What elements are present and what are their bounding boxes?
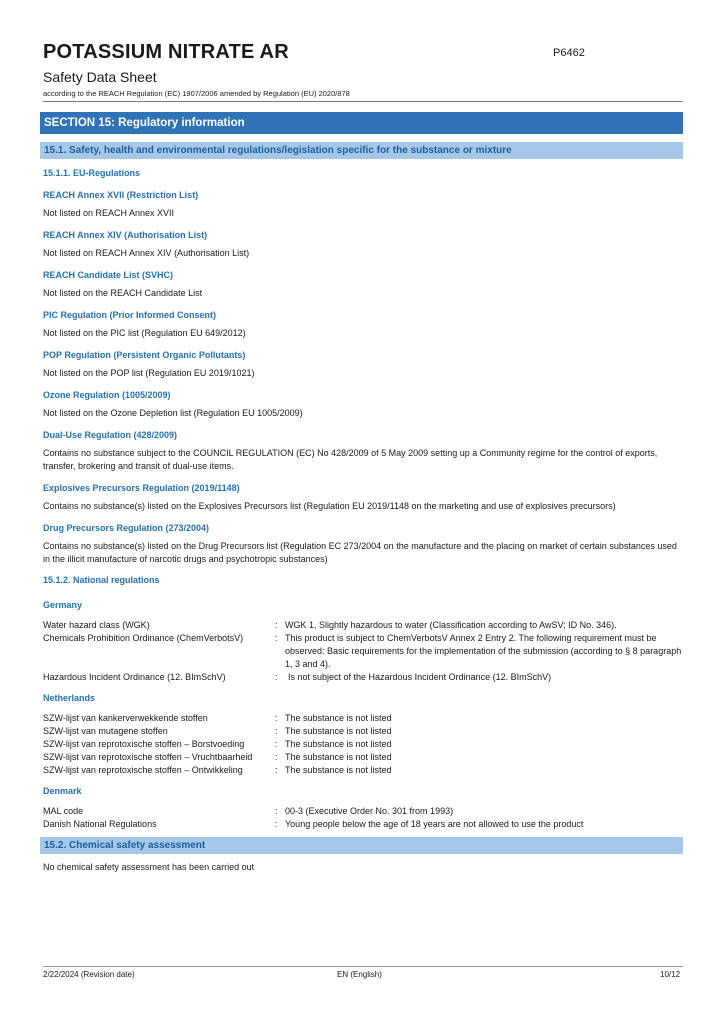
eu-item-label: Ozone Regulation (1005/2009) [43,390,171,400]
regulation-value: Young people below the age of 18 years are not allowed to use the product [285,819,584,829]
document-language: EN (English) [337,970,382,979]
regulation-row: Hazardous Incident Ordinance (12. BImSchV) : Is not subject of the Hazardous Incident Ordinance (12. BImSchV) [43,671,683,684]
eu-item-block [43,522,683,566]
eu-item-block [43,482,683,513]
regulation-value: The substance is not listed [285,752,392,762]
eu-regulations-heading: 15.1.1. EU-Regulations [43,168,141,178]
regulation-key: SZW-lijst van reprotoxische stoffen – Ontwikkeling [43,765,243,775]
eu-item-text: Contains no substance(s) listed on the Explosives Precursors list (Regulation EU 2019/1148 on the marketing and use of explosives precursors) [43,501,616,511]
eu-item-label: POP Regulation (Persistent Organic Pollutants) [43,350,246,360]
chemical-safety-assessment-text: No chemical safety assessment has been carried out [43,862,255,872]
eu-item-label: REACH Annex XIV (Authorisation List) [43,230,208,240]
eu-item-text: Not listed on the PIC list (Regulation EU 649/2012) [43,328,246,338]
page-number: 10/12 [660,970,681,979]
regulation-key: SZW-lijst van mutagene stoffen [43,726,168,736]
footer-divider [43,966,683,967]
subsection-15-1-title: 15.1. Safety, health and environmental regulations/legislation specific for the substance or mixture [40,142,683,159]
regulation-value: The substance is not listed [285,765,392,775]
eu-item-text: Not listed on REACH Annex XVII [43,208,175,218]
document-title: POTASSIUM NITRATE AR [43,41,289,63]
eu-item-block [43,309,683,340]
regulation-key: Hazardous Incident Ordinance (12. BImSchV) [43,672,226,682]
header-divider [43,101,683,102]
regulation-key: MAL code [43,806,84,816]
regulation-key: Water hazard class (WGK) [43,620,150,630]
regulation-row: Chemicals Prohibition Ordinance (ChemVerbotsV) : This product is subject to ChemVerbotsV Annex 2 Entry 2. The following requirement must be observed: Basic requirements for the implementation of the submission (according to § 8 paragraph 1, 3 and 4). [43,633,682,669]
regulation-row: SZW-lijst van reprotoxische stoffen – Borstvoeding : The substance is not listed [43,738,683,751]
eu-item-block [43,229,683,260]
revision-date: 2/22/2024 (Revision date) [43,970,135,979]
eu-item-label: Dual-Use Regulation (428/2009) [43,430,178,440]
regulation-row: SZW-lijst van kankerverwekkende stoffen : The substance is not listed [43,712,683,725]
regulation-row: Water hazard class (WGK) : WGK 1, Slightly hazardous to water (Classification according to AwSV; ID No. 346). [43,619,683,632]
eu-item-text: Contains no substance subject to the COUNCIL REGULATION (EC) No 428/2009 of 5 May 2009 setting up a Community regime for the control of exports, transfer, brokering and transit of dual-use items. [43,448,658,471]
product-code: P6462 [553,47,585,59]
eu-item-block [43,269,683,300]
country-heading-germany: Germany [43,600,83,610]
regulation-row: SZW-lijst van mutagene stoffen : The substance is not listed [43,725,683,738]
document-subtitle: Safety Data Sheet [43,69,157,85]
regulation-value: The substance is not listed [285,739,392,749]
eu-item-block [43,389,683,420]
regulation-row: SZW-lijst van reprotoxische stoffen – Ontwikkeling : The substance is not listed [43,764,683,777]
eu-item-label: Drug Precursors Regulation (273/2004) [43,523,210,533]
eu-item-label: Explosives Precursors Regulation (2019/1148) [43,483,240,493]
regulation-value: This product is subject to ChemVerbotsV Annex 2 Entry 2. The following requirement must be observed: Basic requirements for the implementation of the submission (according to § 8 paragraph 1, 3 and 4). [285,633,682,669]
regulation-key: SZW-lijst van reprotoxische stoffen – Borstvoeding [43,739,245,749]
eu-item-text: Not listed on REACH Annex XIV (Authorisation List) [43,248,250,258]
national-regulations-heading: 15.1.2. National regulations [43,575,160,585]
regulation-value: The substance is not listed [285,726,392,736]
regulation-value: The substance is not listed [285,713,392,723]
eu-item-text: Not listed on the POP list (Regulation EU 2019/1021) [43,368,255,378]
country-heading-denmark: Denmark [43,786,82,796]
subsection-15-2-title: 15.2. Chemical safety assessment [40,837,683,854]
eu-item-label: REACH Candidate List (SVHC) [43,270,174,280]
regulation-key: SZW-lijst van reprotoxische stoffen – Vruchtbaarheid [43,752,253,762]
regulation-key: Chemicals Prohibition Ordinance (ChemVerbotsV) [43,633,244,643]
section-content [43,112,683,874]
regulation-row: Danish National Regulations : Young people below the age of 18 years are not allowed to use the product [43,818,683,831]
regulation-value: 00-3 (Executive Order No. 301 from 1993) [285,806,454,816]
eu-item-text: Not listed on the REACH Candidate List [43,288,203,298]
regulation-key: SZW-lijst van kankerverwekkende stoffen [43,713,208,723]
eu-item-block [43,429,683,473]
eu-item-block [43,189,683,220]
regulation-value: Is not subject of the Hazardous Incident Ordinance (12. BImSchV) [288,672,552,682]
regulation-row: SZW-lijst van reprotoxische stoffen – Vruchtbaarheid : The substance is not listed [43,751,683,764]
eu-item-text: Contains no substance(s) listed on the Drug Precursors list (Regulation EC 273/2004 on the manufacture and the placing on market of certain substances used in the illicit manufacture of narcotic drugs and psychotropic substances) [43,541,677,564]
eu-item-label: REACH Annex XVII (Restriction List) [43,190,199,200]
regulation-key: Danish National Regulations [43,819,157,829]
regulation-reference: according to the REACH Regulation (EC) 1907/2006 amended by Regulation (EU) 2020/878 [43,89,350,98]
regulation-row: MAL code : 00-3 (Executive Order No. 301 from 1993) [43,805,683,818]
section-title: SECTION 15: Regulatory information [40,112,683,134]
country-heading-netherlands: Netherlands [43,693,96,703]
eu-item-label: PIC Regulation (Prior Informed Consent) [43,310,217,320]
eu-item-text: Not listed on the Ozone Depletion list (Regulation EU 1005/2009) [43,408,303,418]
regulation-value: WGK 1, Slightly hazardous to water (Classification according to AwSV; ID No. 346). [285,620,617,630]
eu-item-block [43,349,683,380]
